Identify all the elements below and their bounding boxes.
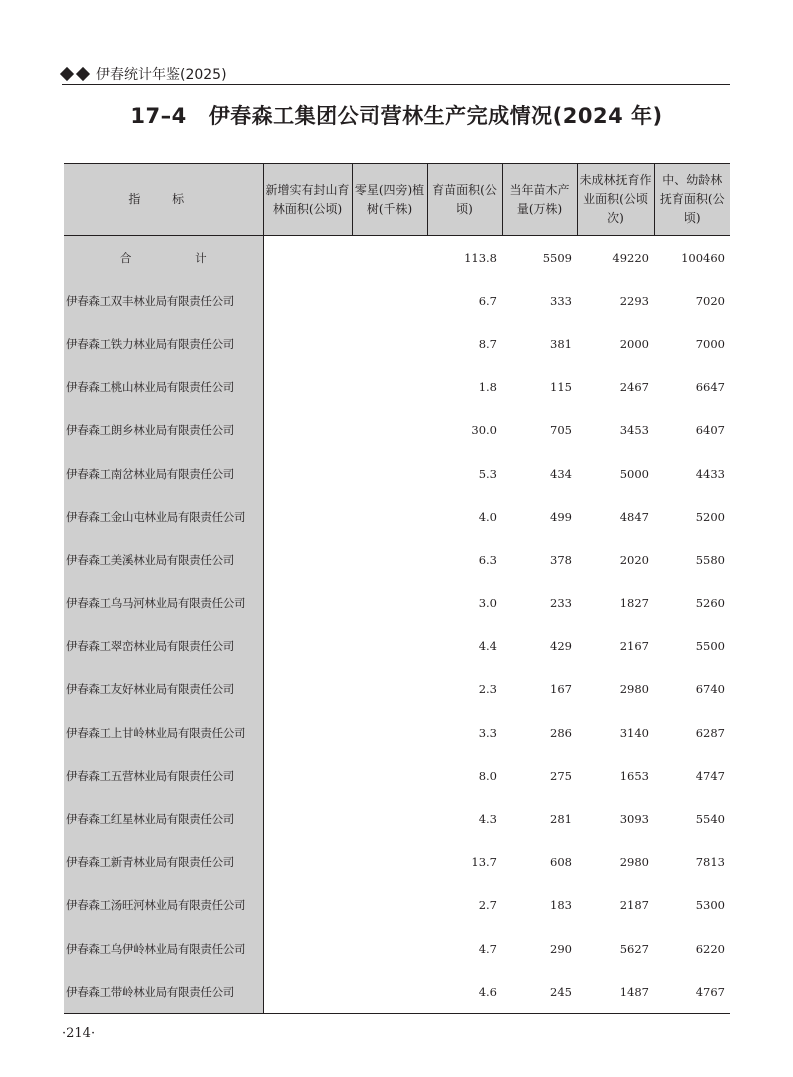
table-row — [64, 841, 730, 884]
table-row — [64, 279, 730, 322]
table-cell — [352, 797, 427, 840]
row-label: 伊春森工金山屯林业局有限责任公司 — [64, 495, 263, 538]
table-cell: 4.6 — [478, 984, 497, 999]
row-label: 伊春森工上甘岭林业局有限责任公司 — [64, 711, 263, 754]
row-label: 伊春森工美溪林业局有限责任公司 — [64, 538, 263, 581]
table-cell: 115 — [550, 380, 572, 395]
row-label: 伊春森工友好林业局有限责任公司 — [64, 668, 263, 711]
table-cell: 5200 — [695, 509, 725, 524]
table-cell — [263, 841, 352, 884]
table-cell: 705 — [550, 423, 572, 438]
table-cell — [263, 927, 352, 970]
table-cell: 381 — [550, 336, 572, 351]
table-cell: 13.7 — [471, 855, 497, 870]
table-cell — [352, 538, 427, 581]
table-row — [64, 495, 730, 538]
table-cell: 2000 — [619, 336, 649, 351]
table-cell: 7020 — [695, 293, 725, 308]
page-number: ·214· — [62, 1026, 96, 1041]
table-row — [64, 711, 730, 754]
table-cell: 113.8 — [464, 250, 497, 265]
table-cell: 5260 — [695, 596, 725, 611]
table-cell — [263, 668, 352, 711]
table-cell — [352, 582, 427, 625]
table-cell: 5500 — [695, 639, 725, 654]
table-cell: 183 — [550, 898, 572, 913]
table-cell: 6.3 — [478, 552, 497, 567]
table-cell — [263, 452, 352, 495]
row-label: 伊春森工红星林业局有限责任公司 — [64, 797, 263, 840]
table-cell: 7000 — [695, 336, 725, 351]
table-cell — [352, 970, 427, 1014]
table-cell: 6407 — [695, 423, 725, 438]
table-cell: 1.8 — [478, 380, 497, 395]
diamond-icon — [76, 67, 90, 81]
table-cell: 4433 — [695, 466, 725, 481]
table-row — [64, 884, 730, 927]
table-cell: 8.0 — [478, 768, 497, 783]
table-cell: 2467 — [619, 380, 649, 395]
table-number: 17–4 — [130, 104, 187, 128]
table-cell — [263, 884, 352, 927]
row-label: 伊春森工乌马河林业局有限责任公司 — [64, 582, 263, 625]
table-cell: 6287 — [695, 725, 725, 740]
table-body — [64, 236, 730, 1014]
table-cell: 2.3 — [478, 682, 497, 697]
table-cell — [352, 322, 427, 365]
table-cell: 4.7 — [478, 941, 497, 956]
table-cell — [263, 366, 352, 409]
table-cell: 49220 — [612, 250, 649, 265]
table-cell: 499 — [550, 509, 572, 524]
table-cell: 5.3 — [478, 466, 497, 481]
table-cell: 167 — [550, 682, 572, 697]
table-cell — [352, 452, 427, 495]
table-row — [64, 927, 730, 970]
table-cell: 5540 — [695, 812, 725, 827]
table-cell — [352, 366, 427, 409]
column-header: 新增实有封山育林面积(公顷) — [263, 164, 352, 236]
table-row — [64, 409, 730, 452]
table-cell: 608 — [550, 855, 572, 870]
table-cell: 100460 — [681, 250, 725, 265]
row-label: 伊春森工朗乡林业局有限责任公司 — [64, 409, 263, 452]
table-cell: 30.0 — [471, 423, 497, 438]
table-cell: 275 — [550, 768, 572, 783]
table-cell: 6220 — [695, 941, 725, 956]
table-header-row — [64, 164, 730, 236]
table-cell: 4747 — [695, 768, 725, 783]
table-cell: 6647 — [695, 380, 725, 395]
table-cell: 245 — [550, 984, 572, 999]
table-cell: 1827 — [619, 596, 649, 611]
table-cell — [352, 495, 427, 538]
column-header: 中、幼龄林抚育面积(公顷) — [654, 164, 730, 236]
table-cell — [263, 711, 352, 754]
table-cell — [263, 409, 352, 452]
table-cell: 286 — [550, 725, 572, 740]
row-label: 伊春森工桃山林业局有限责任公司 — [64, 366, 263, 409]
row-label: 伊春森工乌伊岭林业局有限责任公司 — [64, 927, 263, 970]
table-cell — [352, 927, 427, 970]
table-cell: 6.7 — [478, 293, 497, 308]
table-cell — [352, 668, 427, 711]
table-cell — [352, 884, 427, 927]
row-label: 伊春森工带岭林业局有限责任公司 — [64, 970, 263, 1014]
table-cell — [352, 409, 427, 452]
table-cell: 290 — [550, 941, 572, 956]
table-cell — [263, 495, 352, 538]
table-cell: 281 — [550, 812, 572, 827]
table-cell: 4767 — [695, 984, 725, 999]
column-header: 育苗面积(公顷) — [427, 164, 502, 236]
table-cell — [352, 625, 427, 668]
table-cell: 1653 — [619, 768, 649, 783]
column-header: 当年苗木产量(万株) — [502, 164, 577, 236]
table-cell — [352, 236, 427, 280]
table-cell — [263, 279, 352, 322]
table-cell: 5509 — [542, 250, 572, 265]
row-label: 伊春森工翠峦林业局有限责任公司 — [64, 625, 263, 668]
table-row — [64, 582, 730, 625]
page-title — [0, 100, 793, 130]
table-row — [64, 366, 730, 409]
table-cell: 7813 — [695, 855, 725, 870]
table-cell — [352, 841, 427, 884]
diamond-icon — [60, 67, 74, 81]
column-header: 零星(四旁)植树(千株) — [352, 164, 427, 236]
table-cell — [352, 711, 427, 754]
table-cell: 5000 — [619, 466, 649, 481]
table-cell: 3453 — [619, 423, 649, 438]
table-cell: 3093 — [619, 812, 649, 827]
table-cell: 333 — [550, 293, 572, 308]
table-cell: 3140 — [619, 725, 649, 740]
table-cell — [352, 279, 427, 322]
table-cell — [352, 754, 427, 797]
table-cell — [263, 754, 352, 797]
table-cell: 5627 — [619, 941, 649, 956]
table-cell — [263, 970, 352, 1014]
table-cell: 4.3 — [478, 812, 497, 827]
table-row — [64, 538, 730, 581]
table-cell — [263, 625, 352, 668]
table-cell — [263, 797, 352, 840]
table-cell: 378 — [550, 552, 572, 567]
running-head — [62, 64, 227, 84]
table-cell: 2167 — [619, 639, 649, 654]
table-cell: 434 — [550, 466, 572, 481]
table-cell: 8.7 — [478, 336, 497, 351]
table-cell: 2.7 — [478, 898, 497, 913]
table-row — [64, 668, 730, 711]
row-label: 伊春森工双丰林业局有限责任公司 — [64, 279, 263, 322]
table-cell: 6740 — [695, 682, 725, 697]
data-table — [64, 163, 730, 1014]
table-row — [64, 452, 730, 495]
table-cell: 429 — [550, 639, 572, 654]
table-row — [64, 797, 730, 840]
table-title: 伊春森工集团公司营林生产完成情况(2024 年) — [208, 104, 663, 128]
table-cell: 4847 — [619, 509, 649, 524]
table-cell: 2293 — [619, 293, 649, 308]
table-cell: 5300 — [695, 898, 725, 913]
table-row — [64, 322, 730, 365]
table-cell: 2980 — [619, 682, 649, 697]
row-label: 合 计 — [64, 236, 263, 280]
column-header: 指 标 — [64, 164, 263, 236]
total-row — [64, 236, 730, 280]
row-label: 伊春森工新青林业局有限责任公司 — [64, 841, 263, 884]
table-cell — [263, 582, 352, 625]
row-label: 伊春森工汤旺河林业局有限责任公司 — [64, 884, 263, 927]
table-cell: 1487 — [619, 984, 649, 999]
table-cell: 2980 — [619, 855, 649, 870]
row-label: 伊春森工铁力林业局有限责任公司 — [64, 322, 263, 365]
column-header: 未成林抚育作业面积(公顷次) — [577, 164, 654, 236]
table-cell: 3.3 — [478, 725, 497, 740]
table-cell: 4.0 — [478, 509, 497, 524]
table-cell: 2020 — [619, 552, 649, 567]
table-cell: 2187 — [619, 898, 649, 913]
table-row — [64, 970, 730, 1014]
table-cell — [263, 322, 352, 365]
table-row — [64, 754, 730, 797]
table-cell: 233 — [550, 596, 572, 611]
row-label: 伊春森工五营林业局有限责任公司 — [64, 754, 263, 797]
table-cell: 4.4 — [478, 639, 497, 654]
table-cell — [263, 538, 352, 581]
table-row — [64, 625, 730, 668]
table-cell: 5580 — [695, 552, 725, 567]
row-label: 伊春森工南岔林业局有限责任公司 — [64, 452, 263, 495]
header-rule — [62, 84, 730, 85]
table-cell: 3.0 — [478, 596, 497, 611]
table-cell — [263, 236, 352, 280]
running-head-text: 伊春统计年鉴(2025) — [96, 67, 227, 83]
